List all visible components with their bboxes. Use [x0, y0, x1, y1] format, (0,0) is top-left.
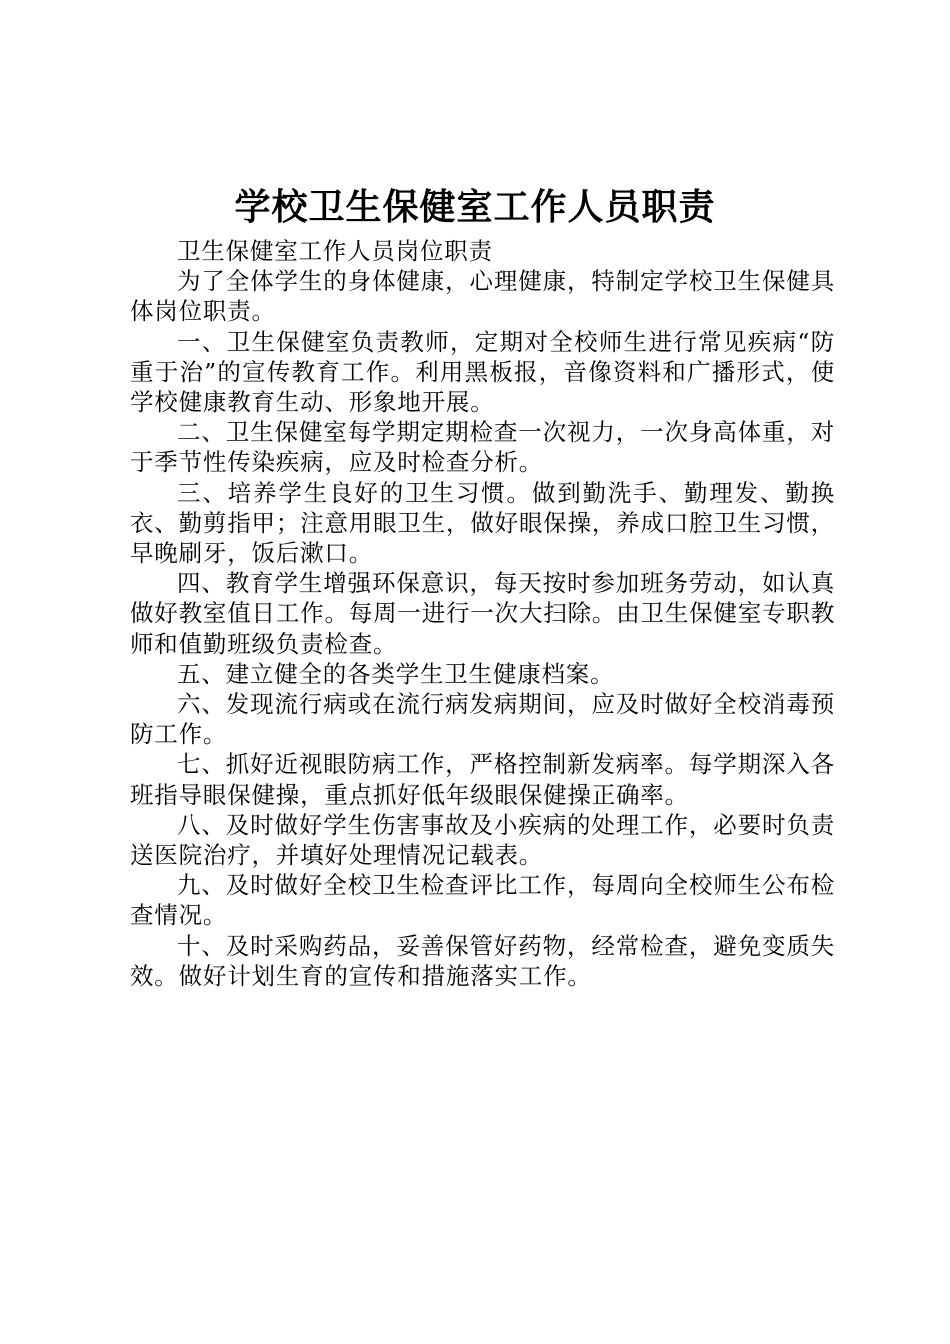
paragraph-item-9: 九、及时做好全校卫生检查评比工作，每周向全校师生公布检查情况。: [130, 871, 835, 930]
paragraph-intro: 为了全体学生的身体健康，心理健康，特制定学校卫生保健具体岗位职责。: [130, 267, 835, 326]
document-title: 学校卫生保健室工作人员职责: [234, 187, 716, 228]
paragraph-subtitle: 卫生保健室工作人员岗位职责: [177, 237, 493, 265]
paragraph-item-8: 八、及时做好学生伤害事故及小疾病的处理工作，必要时负责送医院治疗，并填好处理情况记载表。: [130, 810, 835, 870]
paragraph-item-7: 七、抓好近视眼防病工作，严格控制新发病率。每学期深入各班指导眼保健操，重点抓好低年级眼保健操正确率。: [130, 750, 835, 809]
document-body: [130, 236, 835, 991]
paragraph-item-6: 六、发现流行病或在流行病发病期间，应及时做好全校消毒预防工作。: [130, 690, 835, 749]
paragraph-item-4: 四、教育学生增强环保意识，每天按时参加班务劳动，如认真做好教室值日工作。每周一进行一次大扫除。由卫生保健室专职教师和值勤班级负责检查。: [130, 569, 835, 658]
paragraph-item-1: 一、卫生保健室负责教师，定期对全校师生进行常见疾病“防重于治”的宣传教育工作。利用黑板报，音像资料和广播形式，使学校健康教育生动、形象地开展。: [130, 327, 835, 417]
paragraph-item-2: 二、卫生保健室每学期定期检查一次视力，一次身高体重，对于季节性传染疾病，应及时检查分析。: [130, 418, 835, 477]
paragraph-item-10: 十、及时采购药品，妥善保管好药物，经常检查，避免变质失效。做好计划生育的宣传和措施落实工作。: [130, 931, 835, 990]
paragraph-item-3: 三、培养学生良好的卫生习惯。做到勤洗手、勤理发、勤换衣、勤剪指甲；注意用眼卫生，做好眼保操，养成口腔卫生习惯，早晚刷牙，饭后漱口。: [130, 478, 835, 568]
paragraph-item-5: 五、建立健全的各类学生卫生健康档案。: [177, 659, 615, 688]
